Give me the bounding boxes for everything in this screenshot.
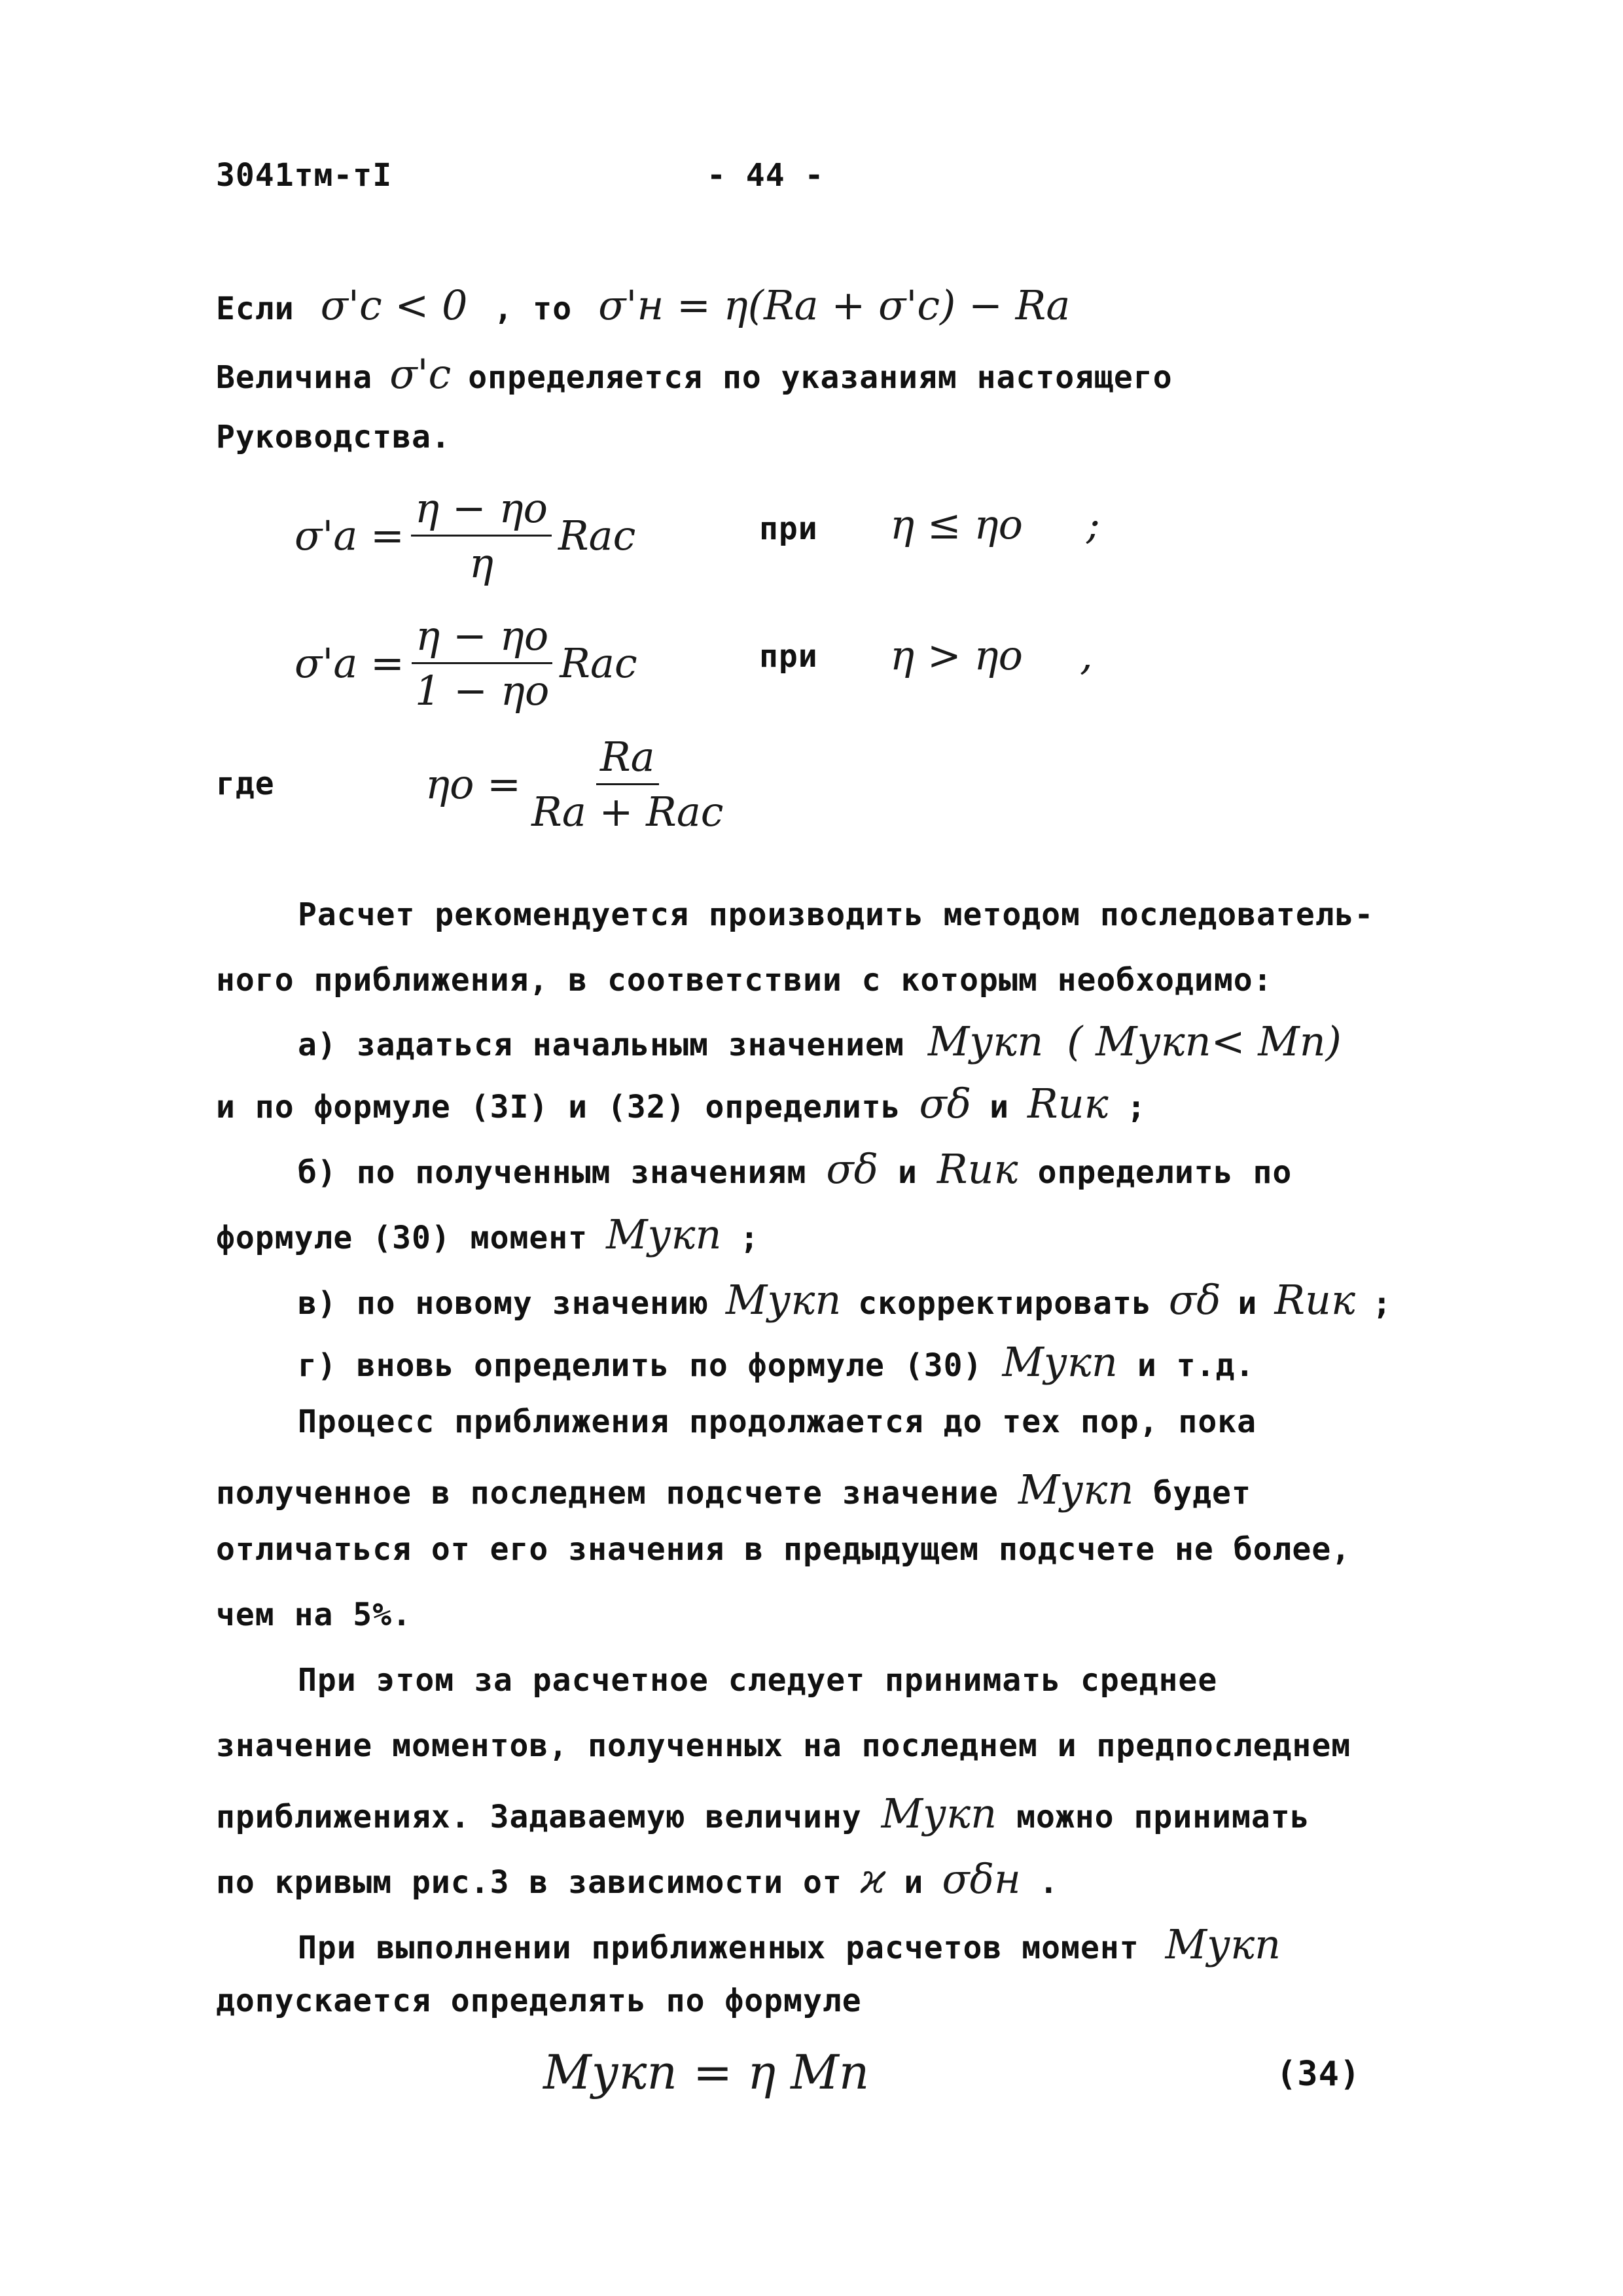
text-fragment: ;: [740, 1220, 760, 1256]
step-b-line-2: [216, 1210, 759, 1258]
step-v-line: [298, 1276, 1392, 1324]
text-fragment: по кривым рис.3 в зависимости от: [216, 1864, 842, 1901]
text-fragment: можно принимать: [1016, 1799, 1310, 1835]
sigma-delta-n-symbol: σδн: [942, 1855, 1021, 1903]
formula-sigma-a-2: [294, 612, 637, 715]
text-fragment: а) задаться начальным значением: [298, 1027, 904, 1063]
if-word: Если: [216, 291, 294, 327]
m-ukp-symbol: Mукп: [1002, 1338, 1118, 1386]
formula-condition: η > ηо: [890, 631, 1023, 679]
text-fragment: и т.д.: [1137, 1347, 1255, 1384]
condition-line: [216, 281, 1070, 329]
fraction: [527, 733, 727, 836]
text-line: Руководства.: [216, 419, 451, 455]
r-uk-symbol: Ruк: [1027, 1080, 1109, 1127]
text-line: Процесс приближения продолжается до тех пор, пока: [298, 1404, 1257, 1440]
sigma-delta-symbol: σδ: [919, 1080, 972, 1127]
fraction: [411, 484, 552, 587]
formula-condition: η ≤ ηо: [890, 501, 1023, 548]
text-fragment: в) по новому значению: [298, 1285, 709, 1322]
text-line: чем на 5%.: [216, 1597, 412, 1633]
text-line: [216, 1466, 1251, 1513]
numerator: η − ηо: [411, 484, 552, 537]
formula-sigma-a-1: [294, 484, 635, 587]
m-ukp-symbol: Mукп: [881, 1790, 997, 1837]
step-a-line-2: [216, 1080, 1147, 1127]
text-line: [216, 1855, 1059, 1903]
m-ukp-symbol: Mукп: [1165, 1920, 1281, 1968]
text-line: ного приближения, в соответствии с которым необходимо:: [216, 962, 1273, 998]
text-fragment: При выполнении приближенных расчетов момент: [298, 1930, 1139, 1966]
page-number: - 44 -: [707, 157, 825, 194]
if-result-formula: σ'н = η(Rа + σ'с) − Rа: [598, 281, 1071, 329]
text-fragment: и: [904, 1864, 924, 1901]
text-fragment: полученное в последнем подсчете значение: [216, 1475, 999, 1511]
m-ukp-symbol: Mукп: [606, 1210, 722, 1258]
inequality: ( Mукп< Mп): [1067, 1017, 1342, 1065]
text-fragment: Величина: [216, 359, 373, 396]
denominator: η: [469, 539, 494, 587]
numerator: Rа: [596, 733, 659, 785]
formula-34: [543, 2045, 869, 2100]
text-fragment: скорректировать: [858, 1285, 1152, 1322]
m-ukp-symbol: Mукп: [1018, 1466, 1134, 1513]
text-fragment: определить по: [1037, 1154, 1293, 1191]
text-line: [298, 1920, 1281, 1968]
formula-number: (34): [1276, 2055, 1361, 2094]
formula-end-mark: ;: [1086, 501, 1100, 548]
word-gde: где: [216, 766, 275, 802]
r-uk-symbol: Ruк: [936, 1145, 1018, 1193]
text-fragment: ;: [1126, 1089, 1147, 1125]
m-ukp-symbol: Mукп: [927, 1017, 1044, 1065]
step-a-line-1: [298, 1017, 1342, 1065]
text-fragment: .: [1039, 1864, 1059, 1901]
formula-lhs: σ'а =: [294, 639, 404, 687]
formula-end-mark: ,: [1080, 631, 1093, 679]
r-uk-symbol: Ruк: [1274, 1276, 1355, 1324]
word-pri: при: [759, 510, 818, 547]
m-ukp-symbol: Mукп: [725, 1276, 842, 1324]
m-ukp-symbol: Mукп: [543, 2045, 677, 2100]
denominator: Rа + Rас: [531, 788, 724, 836]
text-line: значение моментов, полученных на последнем и предпоследнем: [216, 1727, 1351, 1764]
text-line: Расчет рекомендуется производить методом последователь-: [298, 896, 1374, 933]
step-b-line-1: [298, 1145, 1292, 1193]
kappa-symbol: ϰ: [860, 1855, 886, 1903]
text-fragment: и: [898, 1154, 918, 1191]
formula-r-ac: Rас: [560, 639, 637, 687]
text-fragment: будет: [1153, 1475, 1251, 1511]
word-pri: при: [759, 638, 818, 675]
text-line: При этом за расчетное следует принимать среднее: [298, 1662, 1218, 1699]
text-fragment: формуле (30) момент: [216, 1220, 588, 1256]
text-fragment: определяется по указаниям настоящего: [468, 359, 1173, 396]
sigma-delta-symbol: σδ: [826, 1145, 879, 1193]
text-fragment: ;: [1372, 1285, 1392, 1322]
step-g-line: [298, 1338, 1255, 1386]
text-fragment: г) вновь определить по формуле (30): [298, 1347, 983, 1384]
formula-r-ac: Rас: [558, 512, 636, 559]
sigma-symbol: σ'с: [389, 350, 452, 398]
formula-rhs: = η Mп: [692, 2045, 870, 2100]
then-word: , то: [493, 291, 573, 327]
text-line: [216, 350, 1173, 398]
fraction: [411, 612, 553, 715]
numerator: η − ηо: [412, 612, 552, 664]
text-fragment: и по формуле (3I) и (32) определить: [216, 1089, 901, 1125]
text-line: [216, 1790, 1310, 1837]
document-code: 3041тм-тI: [216, 157, 393, 194]
sigma-delta-symbol: σδ: [1168, 1276, 1221, 1324]
denominator: 1 − ηо: [415, 667, 550, 715]
formula-lhs: σ'а =: [294, 512, 404, 559]
text-fragment: и: [1238, 1285, 1258, 1322]
if-condition: σ'с < 0: [320, 281, 468, 329]
text-fragment: б) по полученным значениям: [298, 1154, 807, 1191]
text-line: отличаться от его значения в предыдущем подсчете не более,: [216, 1531, 1351, 1568]
formula-lhs: ηо =: [425, 760, 522, 808]
text-fragment: и: [990, 1089, 1010, 1125]
formula-eta0: [425, 733, 728, 836]
text-fragment: приближениях. Задаваемую величину: [216, 1799, 862, 1835]
text-line: допускается определять по формуле: [216, 1983, 862, 2019]
